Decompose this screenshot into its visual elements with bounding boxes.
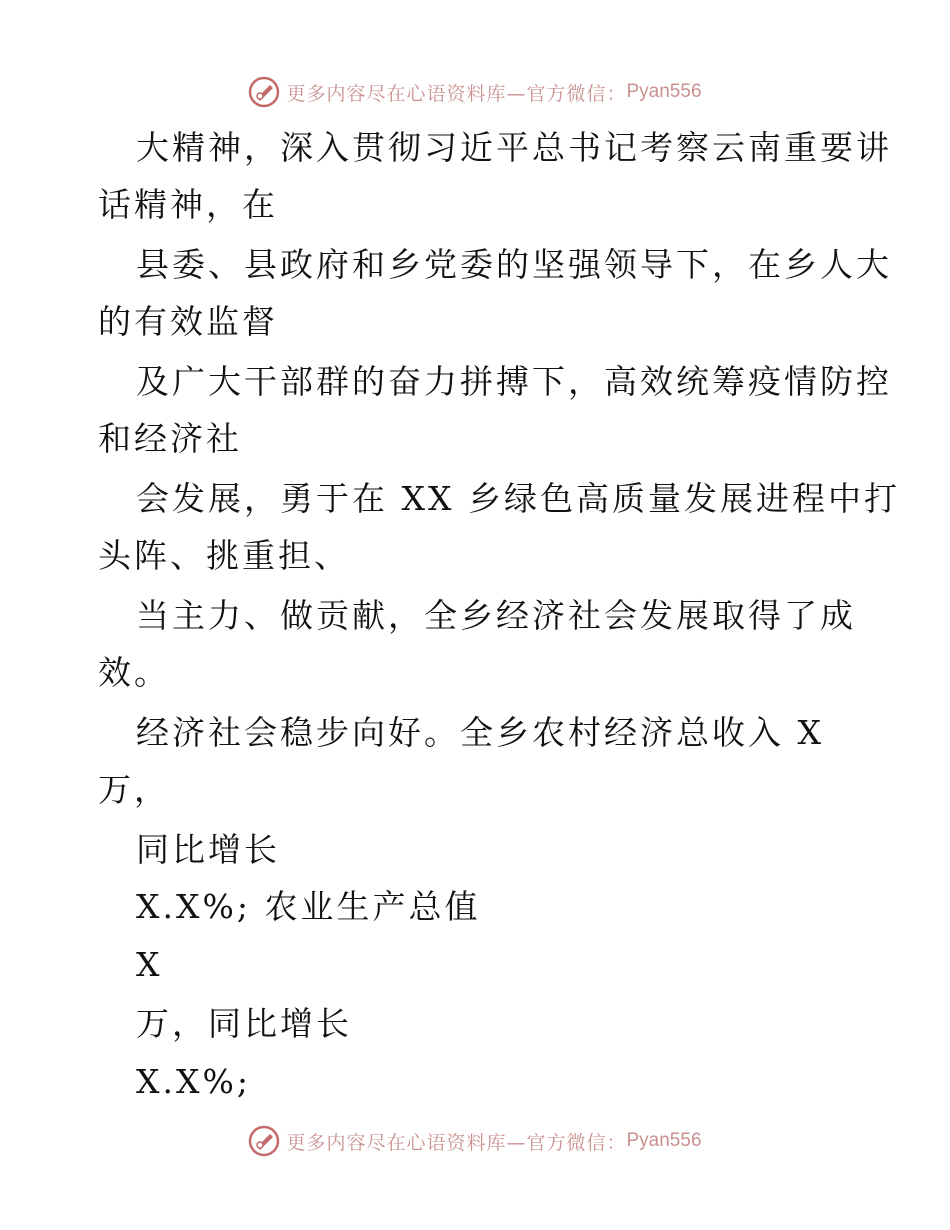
text-line: 大精神，深入贯彻习近平总书记考察云南重要讲 [136, 128, 892, 167]
text-line: X [136, 945, 163, 984]
text-line: 经济社会稳步向好。全乡农村经济总收入 X [136, 713, 824, 752]
logo-icon [248, 1125, 280, 1157]
text-line: 话精神，在 [98, 185, 278, 224]
header-watermark [0, 72, 950, 112]
text-line: 头阵、挑重担、 [98, 536, 350, 575]
watermark-text: 更多内容尽在心语资料库—官方微信： [286, 82, 627, 105]
watermark-id: Pyan556 [626, 81, 702, 102]
watermark-text: 更多内容尽在心语资料库—官方微信： [286, 1131, 627, 1154]
text-line: 万，同比增长 [136, 1004, 352, 1043]
text-line: 和经济社 [98, 419, 242, 458]
logo-icon [248, 76, 280, 108]
text-line: X.X%; 农业生产总值 [136, 887, 481, 926]
text-line: 及广大干部群的奋力拼搏下，高效统筹疫情防控 [136, 362, 892, 401]
text-line: 县委、县政府和乡党委的坚强领导下，在乡人大 [136, 245, 892, 284]
text-line: 会发展，勇于在 XX 乡绿色高质量发展进程中打 [136, 479, 900, 518]
text-line: 同比增长 [136, 830, 280, 869]
text-line: 万， [98, 770, 170, 809]
text-line: X.X%; [136, 1062, 251, 1101]
watermark-id: Pyan556 [626, 1130, 702, 1151]
text-line: 效。 [98, 653, 170, 692]
footer-watermark [0, 1121, 950, 1161]
text-line: 当主力、做贡献，全乡经济社会发展取得了成 [136, 596, 856, 635]
text-line: 的有效监督 [98, 302, 278, 341]
